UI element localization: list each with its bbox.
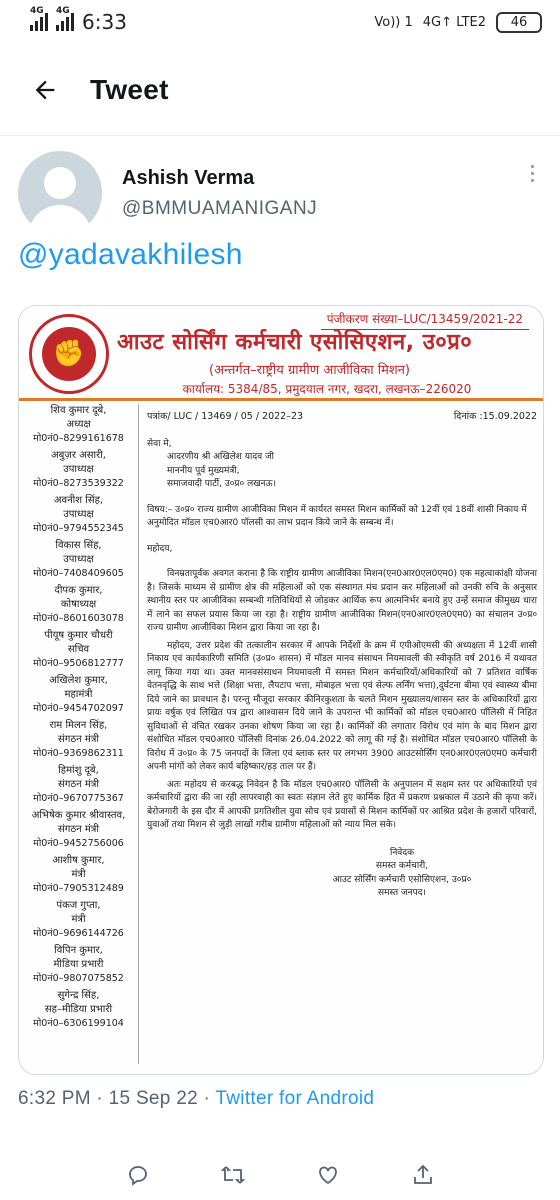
ref-row xyxy=(147,410,537,424)
registration-number: पंजीकरण संख्या–LUC/13459/2021-22 xyxy=(321,310,529,330)
member-entry xyxy=(19,854,138,896)
arrow-left-icon xyxy=(31,76,59,104)
member-entry xyxy=(19,989,138,1031)
member-entry xyxy=(19,629,138,671)
share-icon xyxy=(411,1163,435,1187)
back-button[interactable] xyxy=(0,44,90,136)
member-name: राम मिलन सिंह, xyxy=(49,720,108,731)
member-entry xyxy=(19,764,138,806)
tweet-timestamp: 6:32 PM · 15 Sep 22 · xyxy=(18,1088,216,1109)
member-name: हिमांशु दूबे, xyxy=(58,765,99,776)
member-entry xyxy=(19,404,138,446)
avatar[interactable] xyxy=(18,151,102,235)
retweet-button[interactable] xyxy=(215,1157,251,1193)
member-entry xyxy=(19,899,138,941)
member-role: अध्यक्ष xyxy=(66,419,91,430)
member-mobile: मो0नं0–9369862311 xyxy=(33,748,124,759)
member-name: अखिलेश कुमार, xyxy=(49,675,108,686)
tweet-text-mention[interactable]: @yadavakhilesh xyxy=(18,238,243,271)
signature-line: समस्त कर्मचारी, xyxy=(375,861,429,871)
tweet-action-bar xyxy=(0,1150,560,1200)
member-name: अवनीश सिंह, xyxy=(53,495,104,506)
member-entry xyxy=(19,539,138,581)
member-role: संगठन मंत्री xyxy=(57,824,100,835)
tweet-metadata xyxy=(18,1088,374,1110)
letter-document xyxy=(19,306,543,1074)
member-name: शिव कुमार दूबे, xyxy=(50,405,107,416)
member-role: उपाध्यक्ष xyxy=(63,509,94,520)
signal-2-label: 4G xyxy=(56,6,70,16)
signal-1-label: 4G xyxy=(30,6,44,16)
like-icon xyxy=(316,1163,340,1187)
member-entry xyxy=(19,944,138,986)
member-role: कोषाध्यक्ष xyxy=(60,599,97,610)
member-mobile: मो0नं0–9670775367 xyxy=(33,793,124,804)
member-name: पीयूष कुमार चौधरी xyxy=(44,630,113,641)
app-bar xyxy=(0,44,560,136)
status-right xyxy=(374,12,542,33)
more-options-icon[interactable] xyxy=(522,153,542,193)
signature-line: समस्त जनपद। xyxy=(378,888,426,898)
member-role: उपाध्यक्ष xyxy=(63,464,94,475)
member-mobile: मो0नं0–9696144726 xyxy=(33,928,124,939)
member-name: अबुज़र असारी, xyxy=(51,450,106,461)
letter-greeting: महोदय, xyxy=(147,543,173,554)
member-entry xyxy=(19,674,138,716)
salutation: सेवा मे, xyxy=(147,438,172,449)
member-mobile: मो0नं0–8601603078 xyxy=(33,613,124,624)
association-logo-icon: ✊ xyxy=(29,314,109,394)
letter-ref: पत्रांक/ LUC / 13469 / 05 / 2022–23 xyxy=(147,411,304,422)
share-button[interactable] xyxy=(405,1157,441,1193)
member-list xyxy=(19,404,139,1064)
divider xyxy=(19,398,543,401)
member-role: सह–मीडिया प्रभारी xyxy=(44,1004,113,1015)
member-role: उपाध्यक्ष xyxy=(63,554,94,565)
member-role: संगठन मंत्री xyxy=(57,734,100,745)
member-mobile: मो0नं0–6306199104 xyxy=(33,1018,124,1029)
page-title: Tweet xyxy=(90,73,169,105)
member-role: महामंत्री xyxy=(64,689,93,700)
letter-date: दिनांक :15.09.2022 xyxy=(453,411,537,422)
reply-button[interactable] xyxy=(120,1157,156,1193)
signal-icon xyxy=(56,6,74,31)
organization-subtitle: (अन्तर्गत–राष्ट्रीय ग्रामीण आजीविका मिशन) xyxy=(209,363,410,378)
member-entry xyxy=(19,809,138,851)
member-mobile: मो0नं0–7408409605 xyxy=(33,568,124,579)
status-left xyxy=(30,6,127,34)
member-name: विपिन कुमार, xyxy=(54,945,103,956)
letter-paragraph: महोदय, उत्तर प्रदेश की तत्कालीन सरकार में आपके निर्देशों के क्रम में एपीओएमसी की अध्यक्षता में 12वीं शासी निकाय एवं कार्यकारिणी समिति (उ०प्र० शासन) में मॉडल मानव संसाधन नियमावली की स्वीकृति वर्ष 2016 में यथावत लागू किया गया था। उक्त मानवसंसाधन नियमावली में समस्त मिशन कर्मचारियों/अधिकारियों को 7 प्रतिशत वार्षिक वेतनवृद्धि के साथ भत्ते (शिक्षा भत्ता, लैपटाप भत्ता, मोबाइल भत्ता एवं सेल्फ लर्निंग भत्ता),दुर्घटना बीमा एवं स्वास्थ्य बीमा दिये जाने का प्रावधान है। परन्तु मौजूदा सरकार कीनिरकुशता के चलते मिशन मुख्यालय/शासन स्तर के अधिकारियों द्वारा प्रायः वर्षुक एवं लिखित पत्र द्वारा आश्वासन दिये जाने के उपरान्त भी कार्मिकों को मॉडल एच0आर0 पॉलिसी में निहित सुविधाओं से वंचित रखकर उनका शोषण किया जा रहा है। कार्मिकों की लगातार विरोध एवं मांग के बाद मिशन द्वारा संशोधित मॉडल एच0आर0 पॉलिसी दिनांक 26.04.2022 को लागू की गई है। संशोधित मॉडल एच0आर0 पॉलिसी के विरोध में उ०प्र० के 75 जनपदों के जिला एवं ब्लाक स्तर पर लगभग 3900 आउटसोर्सिंग एन0आर0एल0एम0 कर्मचारी अपनी मांगों को लेकर कार्य बहिष्कार/हड़ ताल पर हैं। xyxy=(147,640,537,772)
clock: 6:33 xyxy=(82,10,127,34)
member-entry xyxy=(19,494,138,536)
member-mobile: मो0नं0–7905312489 xyxy=(33,883,124,894)
letterhead xyxy=(19,306,543,398)
member-mobile: मो0नं0–9452756006 xyxy=(33,838,124,849)
member-mobile: मो0नं0–9807075852 xyxy=(33,973,124,984)
member-name: सुगेन्द्र सिंह, xyxy=(57,990,100,1001)
letter-subject: विषय:– उ०प्र० राज्य ग्रामीण आजीविका मिशन में कार्यरत समस्त मिशन कार्मिकों को 12वीं एवं 18वीं शासी निकाय में अनुमोदित मॉडल एच0आर0 पॉलसी का लाभ प्रदान किये जाने के सम्बन्ध में। xyxy=(147,504,527,528)
member-role: मंत्री xyxy=(71,869,86,880)
member-role: संगठन मंत्री xyxy=(57,779,100,790)
retweet-icon xyxy=(220,1163,246,1187)
member-mobile: मो0नं0–8273539322 xyxy=(33,478,124,489)
tweet-media-image[interactable] xyxy=(18,305,544,1075)
member-role: मंत्री xyxy=(71,914,86,925)
member-name: विकास सिंह, xyxy=(55,540,102,551)
volte-indicator: Vo)) 1 xyxy=(374,14,413,30)
author-display-name[interactable]: Ashish Verma xyxy=(122,166,255,189)
member-mobile: मो0नं0–8299161678 xyxy=(33,433,124,444)
member-entry xyxy=(19,449,138,491)
recipient-line: समाजवादी पार्टी, उ०प्र० लखनऊ। xyxy=(167,479,277,489)
recipient xyxy=(147,438,537,492)
battery-icon: 46 xyxy=(496,12,542,33)
signature-line: आउट सोर्सिंग कर्मचारी एसोसिएशन, उ०प्र० xyxy=(332,874,472,885)
member-name: अभिषेक कुमार श्रीवास्तव, xyxy=(31,810,126,821)
recipient-line: आदरणीय श्री अखिलेश यादव जी xyxy=(167,452,274,462)
letter-paragraph: विनम्रतापूर्वक अवगत कराना है कि राष्ट्रीय ग्रामीण आजीविका मिशन(एन0आर0एल0एम0) एक महत्वाकांक्षी योजना है। जिसके माध्यम से ग्रामीण क्षेत्र की महिलाओं को एक संस्थागत मंच प्रदान कर महिलाओं को उनकी रुचि के अनुसार स्थानीय स्तर पर आजीविका सम्बन्धी गतिविधियों से जोड़कर आर्थिक रूप आत्मनिर्भर बनाये हुए उन्हें समाज कीमुख्य धारा में लाने का सफल प्रयास किया जा रहा है। राष्ट्रीय ग्रामीण आजीविका मिशन(एन0आर0एल0एम0) का संचालन उ०प्र० राज्य ग्रामीण आजीविका मिशन द्वारा किया जा रहा है। xyxy=(147,569,537,633)
letter-body xyxy=(147,410,537,1060)
letter-signature xyxy=(267,847,537,901)
recipient-line: माननीय पूर्व मुख्यमंत्री, xyxy=(167,465,240,476)
reply-icon xyxy=(126,1163,150,1187)
signal-icon xyxy=(30,6,48,31)
like-button[interactable] xyxy=(310,1157,346,1193)
author-names xyxy=(122,167,522,220)
member-role: मीडिया प्रभारी xyxy=(53,959,104,970)
tweet-author xyxy=(18,150,542,236)
letter-paragraph: अतः महोदय से करबद्ध निवेदन है कि मॉडल एच0आर0 पॉलिसी के अनुपालन में सक्षम स्तर पर अधिकारियों एवं कर्मचारियों द्वारा की जा रही लापरवाही का स्वतः संज्ञान लेते हुए कार्मिक हित में प्रकरण प्रश्नकाल में उठाने की कृपा करें। बेरोजगारी के इस दौर में आपकी प्रगतिशील युवा सोच एवं प्रयासों से मिशन कार्मिकों पर आश्रित प्रदेश के हजारों परिवारों, युवाओं तथा मिशन से जुड़ी लाखों गरीब ग्रामीण महिलाओं को न्याय मिल सके। xyxy=(147,779,537,830)
status-bar xyxy=(0,0,560,44)
network-indicator: 4G↑ LTE2 xyxy=(422,14,486,30)
member-name: पंकज गुप्ता, xyxy=(56,900,101,911)
tweet-source-link[interactable]: Twitter for Android xyxy=(215,1088,375,1109)
member-role: सचिव xyxy=(67,644,90,655)
member-entry xyxy=(19,719,138,761)
member-name: दीपक कुमार, xyxy=(54,585,103,596)
member-name: आशीष कुमार, xyxy=(52,855,105,866)
organization-name: आउट सोर्सिंग कर्मचारी एसोसिएशन, उ०प्र० xyxy=(117,330,473,355)
member-mobile: मो0नं0–9794552345 xyxy=(33,523,124,534)
member-entry xyxy=(19,584,138,626)
author-handle[interactable]: @BMMUAMANIGANJ xyxy=(122,197,318,219)
signature-line: निवेदक xyxy=(389,847,415,858)
organization-address: कार्यालय: 5384/85, प्रमुदयाल नगर, खदरा, लखनऊ–226020 xyxy=(117,380,537,400)
member-mobile: मो0नं0–9506812777 xyxy=(33,658,124,669)
member-mobile: मो0नं0–9454702097 xyxy=(33,703,124,714)
